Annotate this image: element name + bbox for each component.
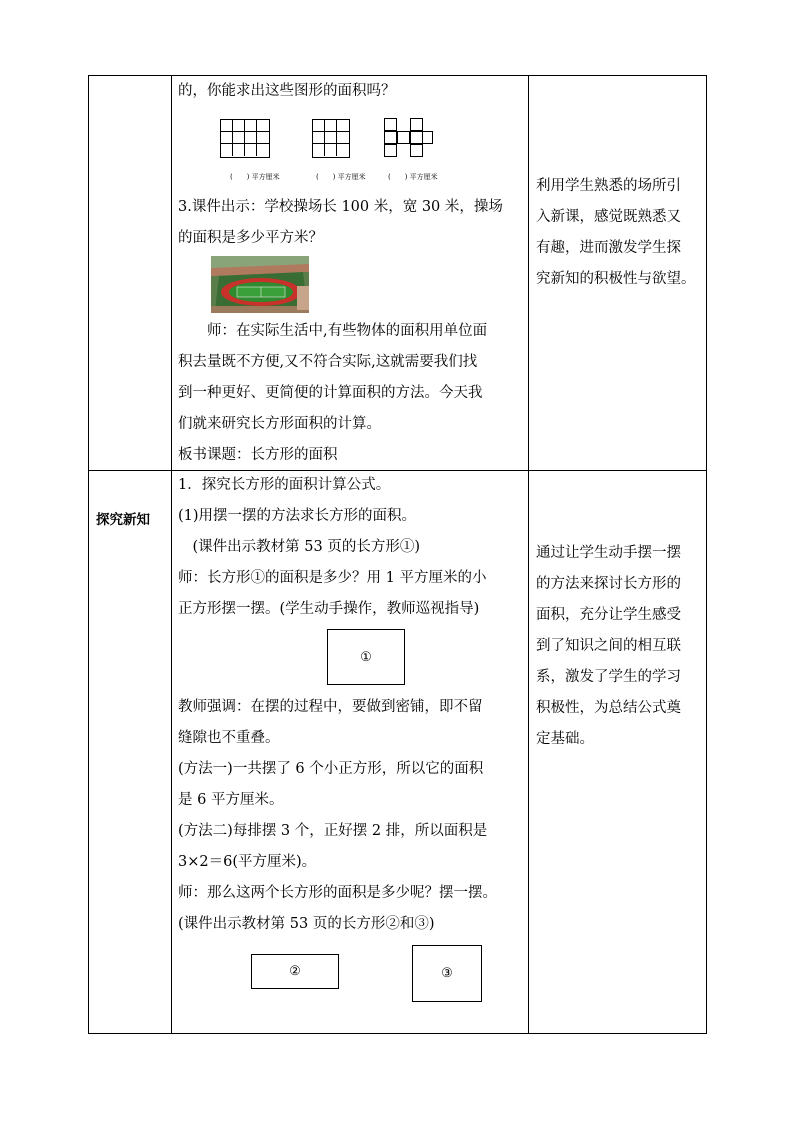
row2-line-10: (方法二)每排摆 3 个，正好摆 2 排，所以面积是: [178, 823, 488, 839]
figure-2-area-label: ( ) 平方厘米: [316, 173, 366, 181]
row2-line-11: 3×2＝6(平方厘米)。: [178, 854, 317, 870]
row2-line-3: (课件出示教材第 53 页的长方形①): [178, 539, 420, 555]
row1-line-3: 的面积是多少平方米？: [178, 230, 323, 246]
irregular-grid-figure-3: [384, 118, 434, 160]
row1-line-4: 师：在实际生活中,有些物体的面积用单位面: [178, 323, 488, 339]
row2-line-8: (方法一)一共摆了 6 个小正方形，所以它的面积: [178, 761, 484, 777]
row2-line-1: 1．探究长方形的面积计算公式。: [178, 477, 391, 493]
figure-3-area-label: ( ) 平方厘米: [388, 173, 438, 181]
table-left-border: [88, 75, 89, 1034]
rectangle-1: [327, 629, 405, 685]
row2-line-2: (1)用摆一摆的方法求长方形的面积。: [178, 508, 417, 524]
row2-note-line-7: 定基础。: [536, 731, 594, 747]
figure-1-area-label: ( ) 平方厘米: [230, 173, 280, 181]
row1-line-2: 3.课件出示：学校操场长 100 米，宽 30 米，操场: [178, 199, 503, 215]
row1-note-line-2: 入新课，感觉既熟悉又: [536, 209, 681, 225]
row2-line-7: 缝隙也不重叠。: [178, 730, 280, 746]
stage-label: 探究新知: [96, 512, 150, 528]
row1-note-line-3: 有趣，进而激发学生探: [536, 240, 681, 256]
school-playground-photo: [211, 256, 309, 313]
rectangle-2: [251, 954, 339, 989]
row1-line-7: 们就来研究长方形面积的计算。: [178, 416, 381, 432]
row1-note-line-1: 利用学生熟悉的场所引: [536, 178, 681, 194]
row2-line-5: 正方形摆一摆。(学生动手操作，教师巡视指导): [178, 601, 480, 617]
table-bottom-border: [88, 1033, 707, 1034]
square-grid-figure-1: [220, 119, 270, 158]
row2-note-line-4: 到了知识之间的相互联: [536, 638, 681, 654]
row1-line-1: 的，你能求出这些图形的面积吗？: [178, 83, 396, 99]
row2-line-13: (课件出示教材第 53 页的长方形②和③): [178, 916, 435, 932]
table-right-border: [706, 75, 707, 1034]
row2-note-line-5: 系，激发了学生的学习: [536, 669, 681, 685]
row2-line-9: 是 6 平方厘米。: [178, 792, 284, 808]
row2-line-12: 师：那么这两个长方形的面积是多少呢？摆一摆。: [178, 885, 497, 901]
row1-line-8: 板书课题：长方形的面积: [178, 447, 338, 463]
row2-line-4: 师：长方形①的面积是多少？用 1 平方厘米的小: [178, 570, 487, 586]
rectangle-2-label: ②: [289, 964, 301, 979]
rectangle-3: [412, 945, 482, 1002]
row1-line-5: 积去量既不方便,又不符合实际,这就需要我们找: [178, 354, 478, 370]
row2-note-line-6: 积极性，为总结公式奠: [536, 700, 681, 716]
table-col-divider-1: [171, 75, 172, 1034]
rectangle-1-label: ①: [360, 649, 372, 665]
row1-note-line-4: 究新知的积极性与欲望。: [536, 271, 696, 287]
rectangle-3-label: ③: [441, 966, 453, 981]
table-col-divider-2: [528, 75, 529, 1034]
row1-line-6: 到一种更好、更简便的计算面积的方法。今天我: [178, 385, 483, 401]
row2-note-line-3: 面积，充分让学生感受: [536, 607, 681, 623]
row2-note-line-1: 通过让学生动手摆一摆: [536, 545, 681, 561]
row2-line-6: 教师强调：在摆的过程中，要做到密铺，即不留: [178, 699, 483, 715]
square-grid-figure-2: [312, 119, 350, 158]
row2-note-line-2: 的方法来探讨长方形的: [536, 576, 681, 592]
